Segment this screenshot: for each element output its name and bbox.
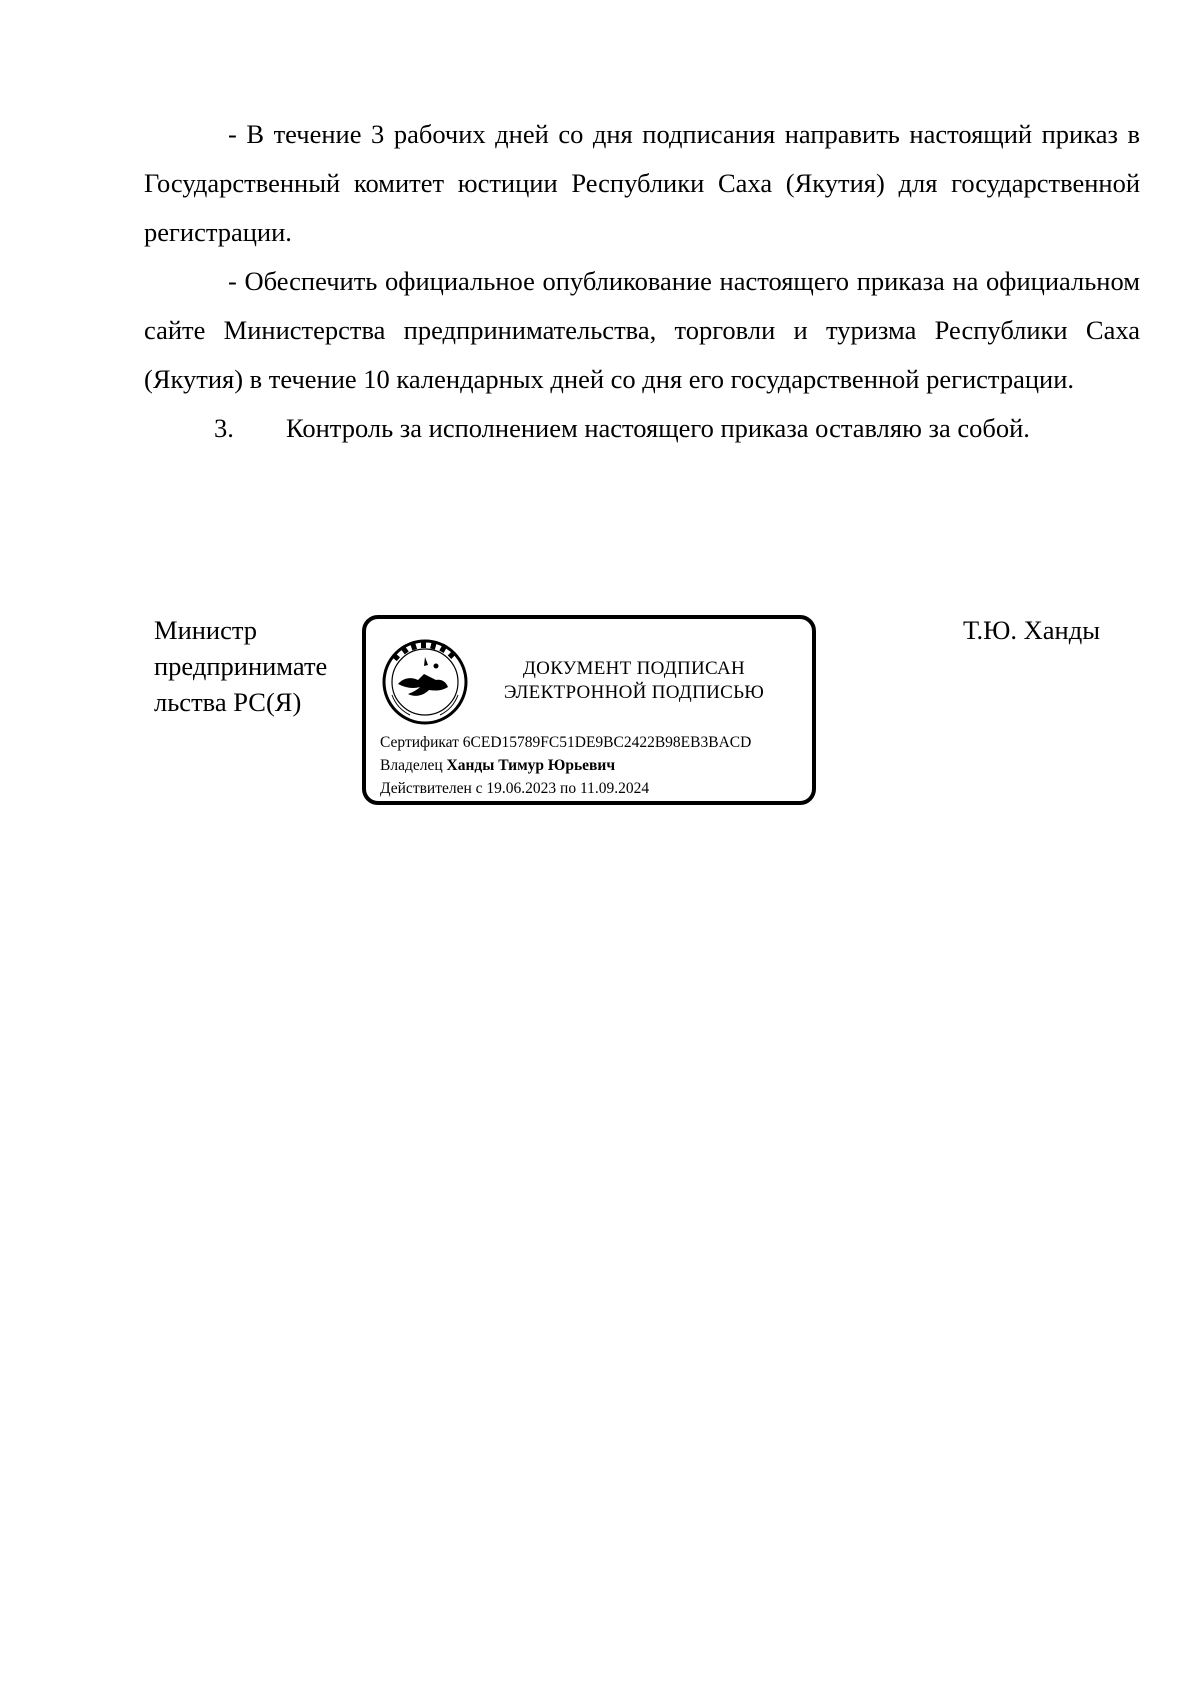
signer-name: Т.Ю. Ханды [963, 615, 1101, 645]
owner-row [380, 754, 751, 777]
electronic-signature-stamp [362, 615, 816, 805]
signer-position-line: Министр [154, 615, 258, 645]
owner-value: Ханды Тимур Юрьевич [446, 757, 616, 774]
yakutia-coat-of-arms-icon [380, 637, 470, 727]
valid-to-word: по [560, 780, 577, 797]
valid-from-date: 19.06.2023 [486, 780, 557, 797]
signer-position [154, 612, 354, 720]
validity-row [380, 777, 751, 800]
owner-label: Владелец [380, 757, 443, 774]
stamp-details [380, 731, 751, 800]
item-text: Контроль за исполнением настоящего приказа оставляю за собой. [286, 413, 1030, 443]
signer-position-line: льства РС(Я) [154, 687, 302, 717]
stamp-heading-line: ЭЛЕКТРОННОЙ ПОДПИСЬЮ [503, 682, 765, 703]
valid-label: Действителен [380, 780, 472, 797]
numbered-item-3 [144, 404, 1140, 453]
stamp-heading [478, 657, 790, 705]
certificate-row [380, 731, 751, 754]
valid-to-date: 11.09.2024 [579, 780, 650, 797]
paragraph-publication: - Обеспечить официальное опубликование настоящего приказа на официальном сайте Министерства предпринимательства, торговли и туризма Республики Саха (Якутия) в течение 10 календарных дней со дня его государственной регистрации. [144, 266, 1140, 394]
item-number: 3. [214, 413, 234, 443]
document-body [144, 110, 1140, 453]
stamp-heading-line: ДОКУМЕНТ ПОДПИСАН [522, 658, 746, 679]
valid-from-word: с [475, 780, 483, 797]
paragraph-registration: - В течение 3 рабочих дней со дня подписания направить настоящий приказ в Государственный комитет юстиции Республики Саха (Якутия) для государственной регистрации. [144, 119, 1140, 247]
certificate-value: 6CED15789FC51DE9BC2422B98EB3BACD [462, 734, 752, 751]
certificate-label: Сертификат [380, 734, 459, 751]
signer-position-line: предпринимате [154, 651, 328, 681]
